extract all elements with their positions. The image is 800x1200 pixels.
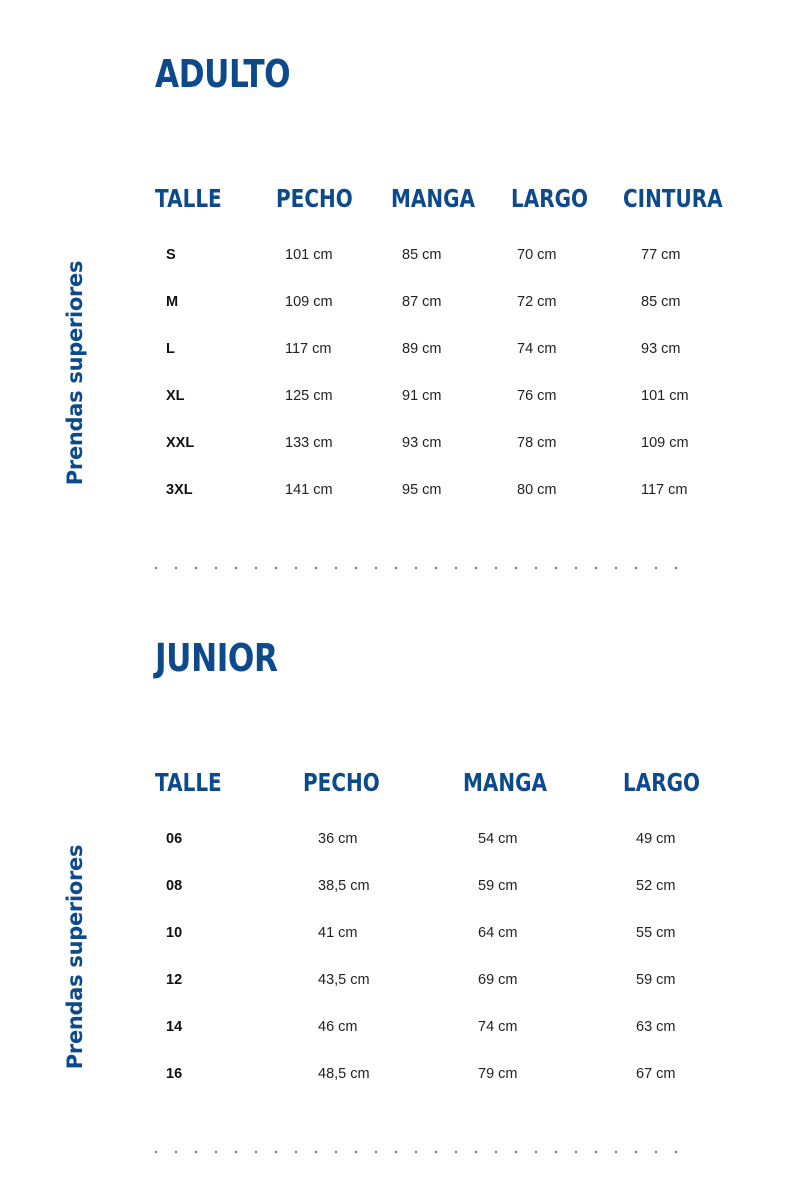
- manga-cell: 95 cm: [402, 482, 442, 498]
- pecho-cell: 101 cm: [285, 247, 333, 263]
- size-cell: XXL: [166, 435, 195, 451]
- manga-cell: 87 cm: [402, 294, 442, 310]
- pecho-cell: 38,5 cm: [318, 878, 370, 894]
- side-label-prendas-superiores: Prendas superiores: [63, 260, 87, 486]
- pecho-cell: 48,5 cm: [318, 1066, 370, 1082]
- size-cell: 12: [166, 972, 183, 988]
- manga-cell: 89 cm: [402, 341, 442, 357]
- size-cell: M: [166, 294, 179, 310]
- largo-cell: 67 cm: [636, 1066, 676, 1082]
- largo-cell: 74 cm: [517, 341, 557, 357]
- pecho-cell: 133 cm: [285, 435, 333, 451]
- column-header-talle: TALLE: [155, 768, 222, 797]
- column-header-largo: LARGO: [623, 768, 701, 797]
- dotted-divider: [155, 1149, 685, 1155]
- side-label-prendas-superiores: Prendas superiores: [63, 844, 87, 1070]
- cintura-cell: 117 cm: [641, 482, 688, 498]
- junior-section: [0, 584, 800, 1168]
- cintura-cell: 101 cm: [641, 388, 689, 404]
- pecho-cell: 41 cm: [318, 925, 358, 941]
- cintura-cell: 109 cm: [641, 435, 689, 451]
- size-cell: S: [166, 247, 176, 263]
- pecho-cell: 43,5 cm: [318, 972, 370, 988]
- pecho-cell: 141 cm: [285, 482, 333, 498]
- largo-cell: 76 cm: [517, 388, 557, 404]
- largo-cell: 63 cm: [636, 1019, 676, 1035]
- manga-cell: 59 cm: [478, 878, 518, 894]
- size-cell: XL: [166, 388, 185, 404]
- largo-cell: 52 cm: [636, 878, 676, 894]
- largo-cell: 80 cm: [517, 482, 557, 498]
- column-header-pecho: PECHO: [303, 768, 380, 797]
- cintura-cell: 93 cm: [641, 341, 681, 357]
- size-cell: 3XL: [166, 482, 193, 498]
- column-header-talle: TALLE: [155, 184, 222, 213]
- largo-cell: 70 cm: [517, 247, 557, 263]
- largo-cell: 59 cm: [636, 972, 676, 988]
- column-header-largo: LARGO: [511, 184, 589, 213]
- size-cell: 10: [166, 925, 183, 941]
- manga-cell: 85 cm: [402, 247, 442, 263]
- pecho-cell: 46 cm: [318, 1019, 358, 1035]
- pecho-cell: 36 cm: [318, 831, 358, 847]
- column-header-pecho: PECHO: [276, 184, 353, 213]
- manga-cell: 74 cm: [478, 1019, 518, 1035]
- size-cell: 14: [166, 1019, 183, 1035]
- largo-cell: 72 cm: [517, 294, 557, 310]
- section-title-adulto: ADULTO: [155, 52, 291, 96]
- column-header-manga: MANGA: [463, 768, 548, 797]
- column-header-cintura: CINTURA: [623, 184, 723, 213]
- cintura-cell: 85 cm: [641, 294, 681, 310]
- cintura-cell: 77 cm: [641, 247, 681, 263]
- manga-cell: 69 cm: [478, 972, 518, 988]
- size-cell: L: [166, 341, 175, 357]
- pecho-cell: 117 cm: [285, 341, 332, 357]
- pecho-cell: 109 cm: [285, 294, 333, 310]
- manga-cell: 54 cm: [478, 831, 518, 847]
- manga-cell: 64 cm: [478, 925, 518, 941]
- column-header-manga: MANGA: [391, 184, 476, 213]
- manga-cell: 93 cm: [402, 435, 442, 451]
- pecho-cell: 125 cm: [285, 388, 333, 404]
- dotted-divider: [155, 565, 685, 571]
- manga-cell: 91 cm: [402, 388, 442, 404]
- largo-cell: 78 cm: [517, 435, 557, 451]
- largo-cell: 55 cm: [636, 925, 676, 941]
- largo-cell: 49 cm: [636, 831, 676, 847]
- size-cell: 08: [166, 878, 183, 894]
- manga-cell: 79 cm: [478, 1066, 518, 1082]
- section-title-junior: JUNIOR: [155, 636, 278, 680]
- size-cell: 06: [166, 831, 183, 847]
- size-cell: 16: [166, 1066, 183, 1082]
- adulto-section: [0, 0, 800, 584]
